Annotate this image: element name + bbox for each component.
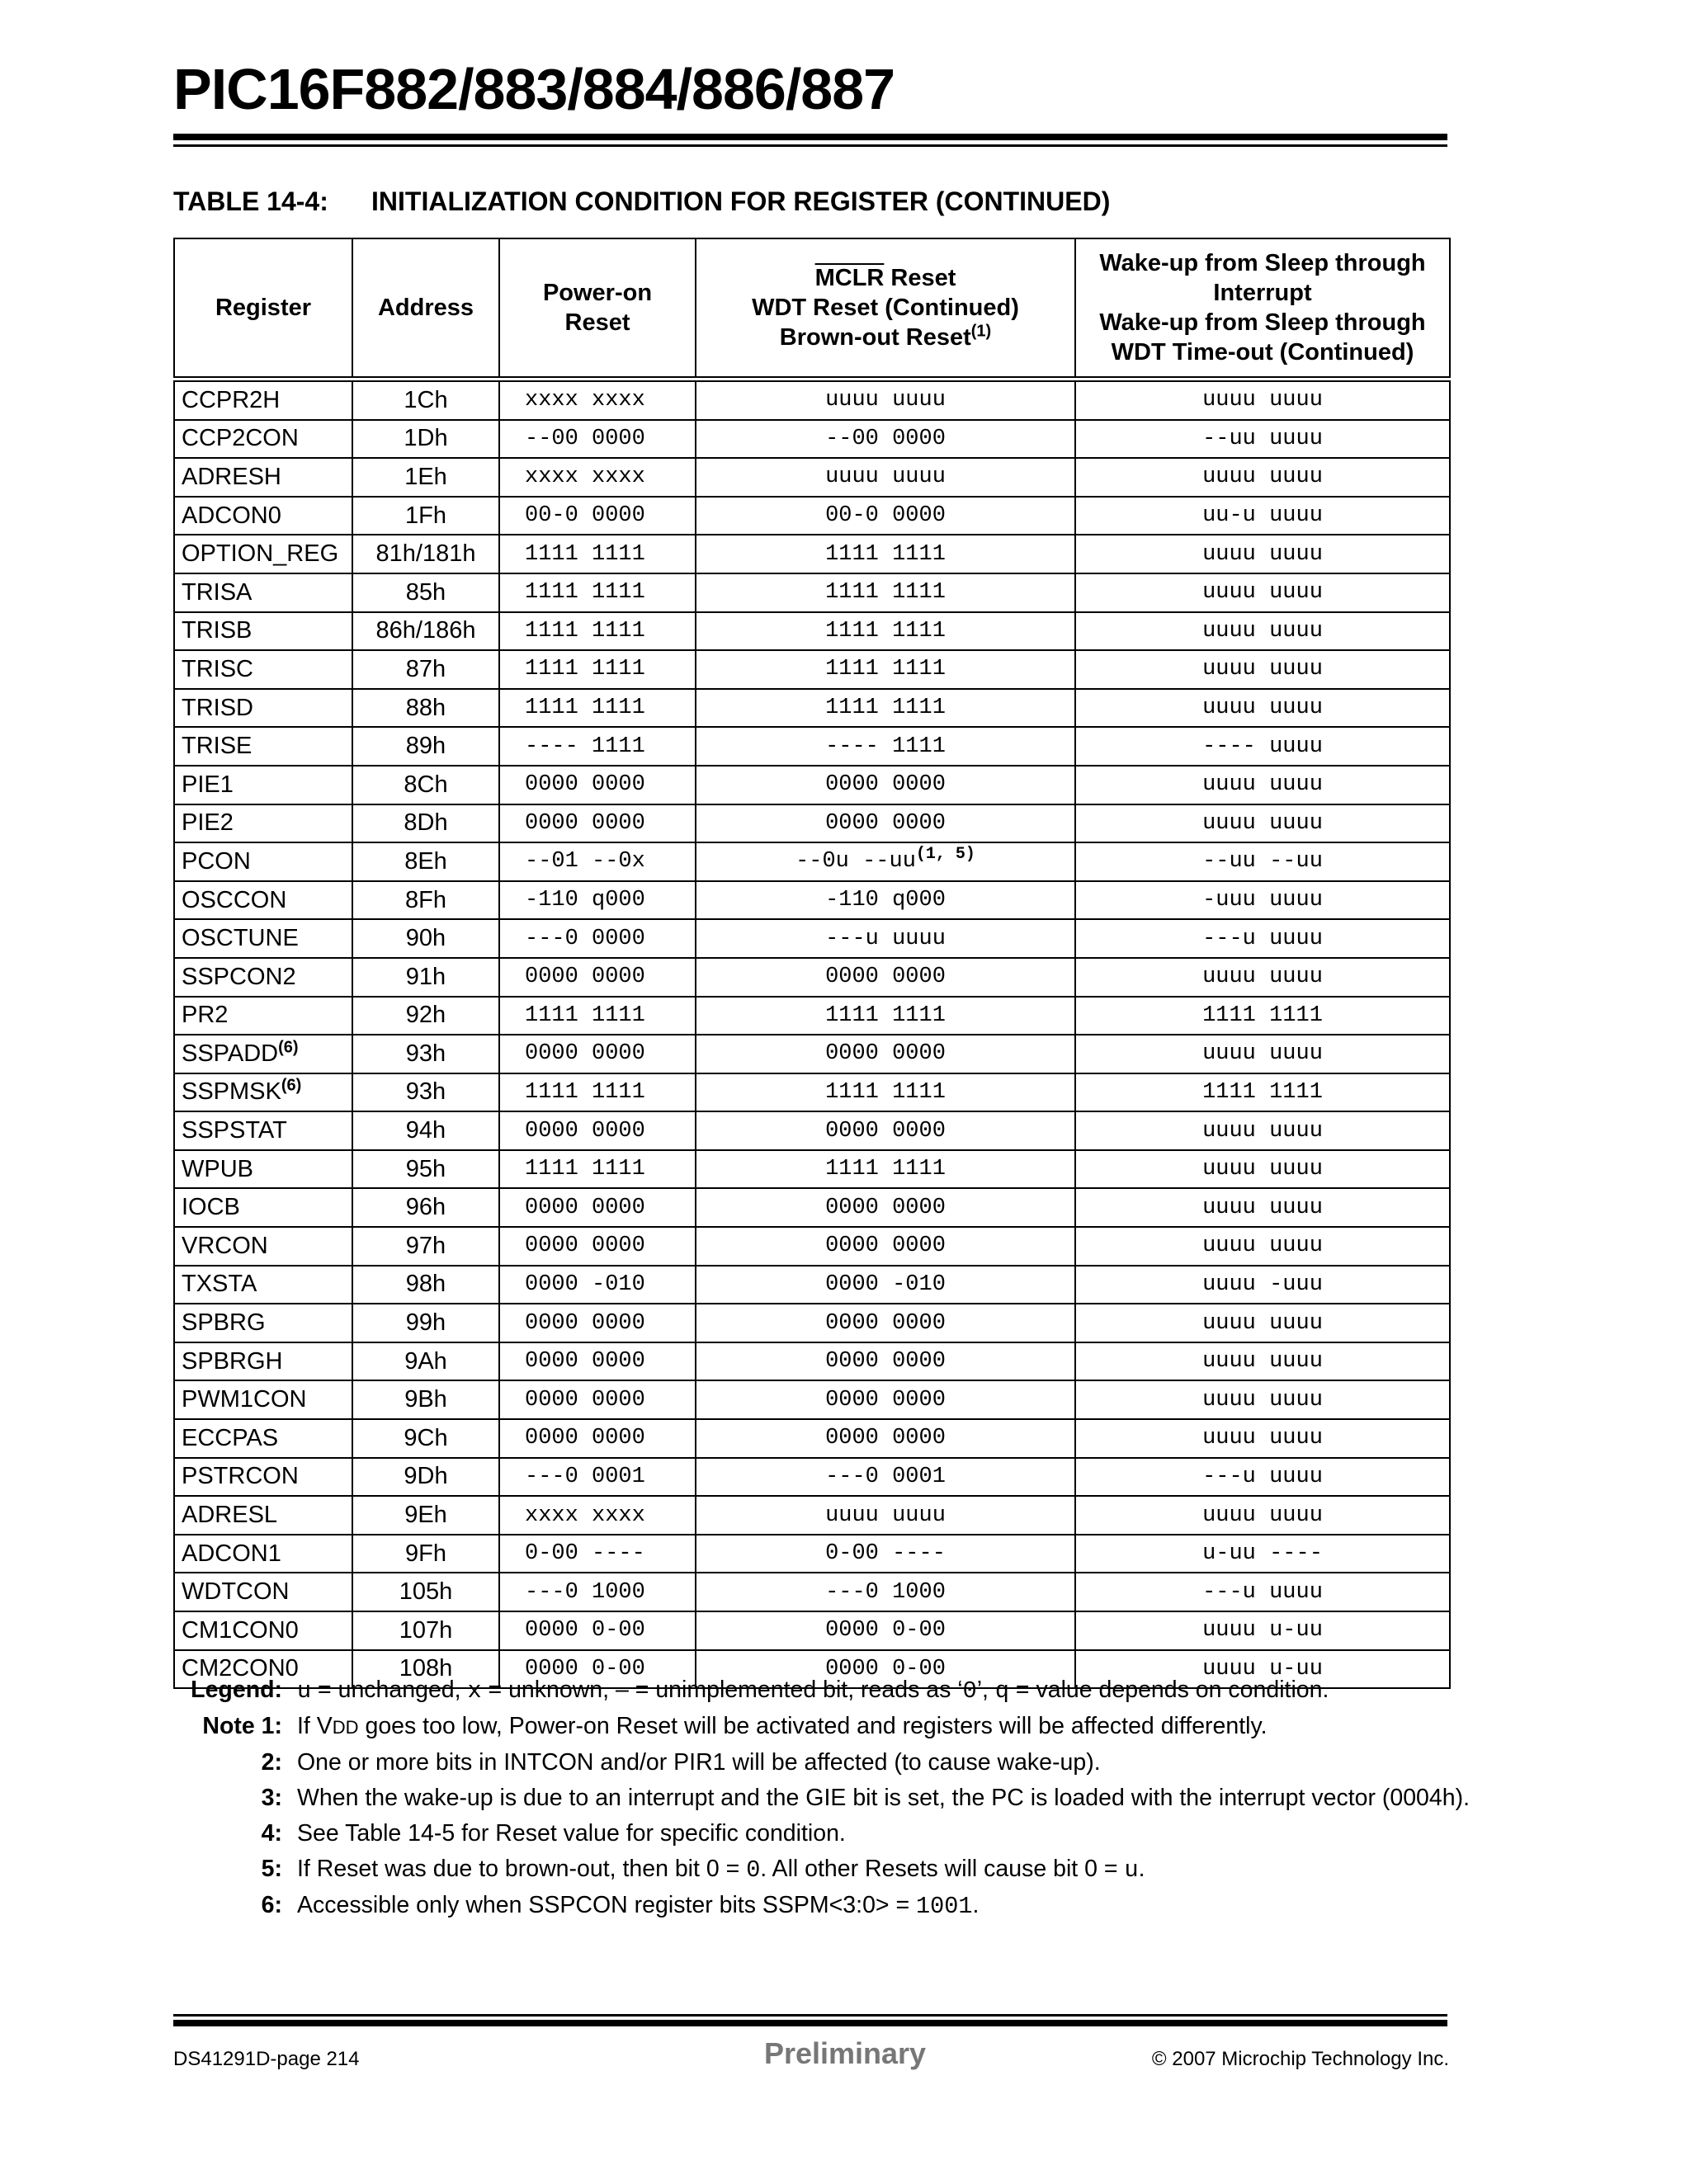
register-name: CM1CON0 (174, 1611, 352, 1650)
register-address: 99h (352, 1304, 499, 1342)
por-value: 0000 0000 (499, 1419, 696, 1458)
mclr-value: 0000 0-00 (696, 1650, 1075, 1689)
por-value: --01 --0x (499, 842, 696, 881)
mclr-value: 1111 1111 (696, 1073, 1075, 1112)
register-name: PSTRCON (174, 1458, 352, 1497)
table-row (174, 1573, 1450, 1611)
register-address: 81h/181h (352, 535, 499, 573)
header-por (499, 238, 696, 380)
register-address: 88h (352, 689, 499, 728)
mclr-value: 1111 1111 (696, 1150, 1075, 1189)
register-address: 107h (352, 1611, 499, 1650)
por-value: 0-00 ---- (499, 1535, 696, 1573)
register-address: 9Dh (352, 1458, 499, 1497)
wake-value: uuuu uuuu (1075, 689, 1450, 728)
table-row (174, 1150, 1450, 1189)
wake-value: ---u uuuu (1075, 919, 1450, 958)
por-value: 0000 0000 (499, 1380, 696, 1419)
por-value: xxxx xxxx (499, 380, 696, 420)
wake-value: u-uu ---- (1075, 1535, 1450, 1573)
mclr-value: 0000 0000 (696, 1380, 1075, 1419)
register-name: CM2CON0 (174, 1650, 352, 1689)
register-name: IOCB (174, 1188, 352, 1227)
table-row (174, 1419, 1450, 1458)
por-value: 1111 1111 (499, 650, 696, 689)
footer-page-id: DS41291D-page 214 (173, 2048, 360, 2070)
note-4: 4: See Table 14-5 for Reset value for specific condition. (261, 1820, 846, 1847)
wake-value: uuuu uuuu (1075, 958, 1450, 997)
table-row (174, 1227, 1450, 1266)
register-name: WDTCON (174, 1573, 352, 1611)
register-name: SPBRGH (174, 1342, 352, 1381)
table-row (174, 727, 1450, 766)
por-value: 0000 0000 (499, 958, 696, 997)
header-wake-line2: Interrupt (1213, 280, 1312, 306)
register-name: ECCPAS (174, 1419, 352, 1458)
table-row (174, 881, 1450, 920)
register-name: TRISA (174, 573, 352, 612)
legend-row (180, 1672, 1535, 1709)
wake-value: uuuu uuuu (1075, 1111, 1450, 1150)
wake-value: 1111 1111 (1075, 997, 1450, 1035)
table-row (174, 1188, 1450, 1227)
register-name: ADCON1 (174, 1535, 352, 1573)
wake-value: uuuu u-uu (1075, 1650, 1450, 1689)
table-row (174, 766, 1450, 804)
header-wake-line4: WDT Time-out (Continued) (1111, 339, 1414, 366)
register-name: CCP2CON (174, 420, 352, 459)
wake-value: uuuu uuuu (1075, 380, 1450, 420)
table-row (174, 420, 1450, 459)
table-row (174, 1458, 1450, 1497)
register-address: 9Fh (352, 1535, 499, 1573)
note-3: 3: When the wake-up is due to an interrupt and the GIE bit is set, the PC is loaded with the interrupt vector (0004h). (261, 1785, 1470, 1811)
register-address: 8Dh (352, 804, 499, 843)
wake-value: uuuu uuuu (1075, 1380, 1450, 1419)
header-mclr-suffix: Reset (884, 265, 956, 291)
wake-value: uuuu uuuu (1075, 458, 1450, 497)
por-value: xxxx xxxx (499, 1496, 696, 1535)
mclr-value: 1111 1111 (696, 612, 1075, 651)
footer-rule (173, 2020, 1447, 2026)
por-value: 0000 0000 (499, 1035, 696, 1073)
mclr-value: 0000 0000 (696, 1304, 1075, 1342)
register-name: CCPR2H (174, 380, 352, 420)
por-value: 1111 1111 (499, 573, 696, 612)
mclr-value: ---u uuuu (696, 919, 1075, 958)
por-value: 1111 1111 (499, 997, 696, 1035)
register-address: 9Eh (352, 1496, 499, 1535)
wake-value: ---u uuuu (1075, 1458, 1450, 1497)
mclr-value: 00-0 0000 (696, 497, 1075, 535)
table-row (174, 612, 1450, 651)
wake-value: uuuu uuuu (1075, 1496, 1450, 1535)
header-por-line2: Reset (564, 309, 630, 336)
table-row (174, 1535, 1450, 1573)
table-row (174, 458, 1450, 497)
mclr-value: uuuu uuuu (696, 380, 1075, 420)
wake-value: ---u uuuu (1075, 1573, 1450, 1611)
table-caption (173, 186, 1110, 217)
wake-value: uuuu uuuu (1075, 1188, 1450, 1227)
table-row (174, 535, 1450, 573)
header-wdt-reset: WDT Reset (Continued) (752, 295, 1019, 321)
header-wake-line1: Wake-up from Sleep through (1099, 250, 1426, 276)
wake-value: uuuu uuuu (1075, 612, 1450, 651)
header-mclr (696, 238, 1075, 380)
wake-value: --uu uuuu (1075, 420, 1450, 459)
wake-value: --uu --uu (1075, 842, 1450, 881)
wake-value: uuuu u-uu (1075, 1611, 1450, 1650)
wake-value: uuuu uuuu (1075, 804, 1450, 843)
register-name: PWM1CON (174, 1380, 352, 1419)
header-wake-line3: Wake-up from Sleep through (1099, 309, 1426, 336)
table-row (174, 689, 1450, 728)
mclr-value: uuuu uuuu (696, 1496, 1075, 1535)
register-name: TXSTA (174, 1266, 352, 1304)
register-name: ADCON0 (174, 497, 352, 535)
table-row (174, 650, 1450, 689)
register-address: 1Dh (352, 420, 499, 459)
mclr-value: 0000 0000 (696, 1188, 1075, 1227)
table-row (174, 380, 1450, 420)
wake-value: uuuu uuuu (1075, 1304, 1450, 1342)
mclr-value: 0000 0000 (696, 804, 1075, 843)
footer-status: Preliminary (763, 2036, 927, 2070)
table-row (174, 1611, 1450, 1650)
table-row (174, 958, 1450, 997)
register-address: 8Fh (352, 881, 499, 920)
table-row (174, 1111, 1450, 1150)
register-name: OPTION_REG (174, 535, 352, 573)
register-address: 92h (352, 997, 499, 1035)
note-2: 2: One or more bits in INTCON and/or PIR1 will be affected (to cause wake-up). (261, 1749, 1101, 1776)
table-row (174, 842, 1450, 881)
register-address: 9Ah (352, 1342, 499, 1381)
header-por-line1: Power-on (542, 280, 653, 306)
por-value: 0000 0000 (499, 1227, 696, 1266)
mclr-value: 0000 0000 (696, 1419, 1075, 1458)
register-address: 91h (352, 958, 499, 997)
wake-value: uuuu -uuu (1075, 1266, 1450, 1304)
note-6: 6: Accessible only when SSPCON register bits SSPM<3:0> = 1001. (261, 1892, 980, 1920)
register-address: 105h (352, 1573, 499, 1611)
por-value: 0000 -010 (499, 1266, 696, 1304)
register-address: 8Ch (352, 766, 499, 804)
header-register: Register (174, 238, 352, 380)
mclr-value: 1111 1111 (696, 650, 1075, 689)
por-value: 1111 1111 (499, 1150, 696, 1189)
register-address: 1Fh (352, 497, 499, 535)
por-value: ---0 0001 (499, 1458, 696, 1497)
por-value: 0000 0000 (499, 1342, 696, 1381)
mclr-value: 1111 1111 (696, 689, 1075, 728)
register-name: OSCCON (174, 881, 352, 920)
header-mclr-name: MCLR (814, 265, 885, 291)
mclr-value: ---0 1000 (696, 1573, 1075, 1611)
register-address: 9Bh (352, 1380, 499, 1419)
table-row (174, 497, 1450, 535)
register-name: TRISD (174, 689, 352, 728)
register-name: PR2 (174, 997, 352, 1035)
por-value: --00 0000 (499, 420, 696, 459)
register-address: 1Ch (352, 380, 499, 420)
table-row (174, 997, 1450, 1035)
por-value: 1111 1111 (499, 535, 696, 573)
table-header-row (174, 238, 1450, 380)
register-name: VRCON (174, 1227, 352, 1266)
mclr-value: 0000 0000 (696, 1111, 1075, 1150)
register-address: 97h (352, 1227, 499, 1266)
por-value: 1111 1111 (499, 1073, 696, 1112)
table-number: TABLE 14-4: (173, 186, 328, 216)
wake-value: uuuu uuuu (1075, 1035, 1450, 1073)
wake-value: uu-u uuuu (1075, 497, 1450, 535)
table-row (174, 1342, 1450, 1381)
por-value: 0000 0000 (499, 804, 696, 843)
register-name: ADRESH (174, 458, 352, 497)
por-value: ---0 1000 (499, 1573, 696, 1611)
mclr-value: ---0 0001 (696, 1458, 1075, 1497)
register-address: 93h (352, 1073, 499, 1112)
mclr-value: 0000 0000 (696, 1342, 1075, 1381)
table-row (174, 804, 1450, 843)
register-address: 98h (352, 1266, 499, 1304)
por-value: 0000 0000 (499, 1188, 696, 1227)
mclr-value: ---- 1111 (696, 727, 1075, 766)
table-row (174, 573, 1450, 612)
legend-label: Legend: (191, 1677, 282, 1703)
register-name: WPUB (174, 1150, 352, 1189)
wake-value: uuuu uuuu (1075, 1150, 1450, 1189)
register-address: 86h/186h (352, 612, 499, 651)
header-rule-thin (173, 144, 1447, 147)
register-name: SSPMSK$^{(6)}$ (174, 1073, 352, 1112)
mclr-value: 1111 1111 (696, 535, 1075, 573)
register-address: 93h (352, 1035, 499, 1073)
register-address: 95h (352, 1150, 499, 1189)
register-address: 90h (352, 919, 499, 958)
mclr-value: 1111 1111 (696, 997, 1075, 1035)
mclr-value: -110 q000 (696, 881, 1075, 920)
header-address: Address (352, 238, 499, 380)
por-value: 1111 1111 (499, 689, 696, 728)
wake-value: uuuu uuuu (1075, 1419, 1450, 1458)
mclr-value: 0000 -010 (696, 1266, 1075, 1304)
por-value: 1111 1111 (499, 612, 696, 651)
por-value: 0000 0-00 (499, 1650, 696, 1689)
wake-value: uuuu uuuu (1075, 1227, 1450, 1266)
notes-section (180, 1672, 1535, 1924)
table-row (174, 1496, 1450, 1535)
register-name: TRISC (174, 650, 352, 689)
por-value: ---0 0000 (499, 919, 696, 958)
note-5: 5: If Reset was due to brown-out, then bit 0 = 0. All other Resets will cause bit 0 = u. (261, 1856, 1145, 1884)
table-body (174, 380, 1450, 1689)
header-rule (173, 134, 1447, 140)
register-name: SSPADD$^{(6)}$ (174, 1035, 352, 1073)
wake-value: uuuu uuuu (1075, 573, 1450, 612)
register-address: 1Eh (352, 458, 499, 497)
register-address: 85h (352, 573, 499, 612)
register-name: PIE2 (174, 804, 352, 843)
por-value: 00-0 0000 (499, 497, 696, 535)
wake-value: uuuu uuuu (1075, 766, 1450, 804)
register-name: OSCTUNE (174, 919, 352, 958)
legend-text: u = unchanged, x = unknown, – = unimplemented bit, reads as ‘0’, q = value depends on condition. (297, 1677, 1329, 1705)
por-value: xxxx xxxx (499, 458, 696, 497)
register-name: SSPCON2 (174, 958, 352, 997)
table-row (174, 1073, 1450, 1112)
register-address: 94h (352, 1111, 499, 1150)
register-name: PCON (174, 842, 352, 881)
register-name: ADRESL (174, 1496, 352, 1535)
wake-value: uuuu uuuu (1075, 650, 1450, 689)
table-row (174, 1304, 1450, 1342)
mclr-value: 1111 1111 (696, 573, 1075, 612)
register-name: SPBRG (174, 1304, 352, 1342)
por-value: 0000 0-00 (499, 1611, 696, 1650)
footer-copyright: © 2007 Microchip Technology Inc. (1151, 2048, 1449, 2070)
table-title: INITIALIZATION CONDITION FOR REGISTER (CONTINUED) (371, 186, 1111, 216)
register-table (173, 238, 1451, 1689)
register-name: TRISB (174, 612, 352, 651)
table-row (174, 1266, 1450, 1304)
note-1: Note 1: If VDD goes too low, Power-on Reset will be activated and registers will be affected differently. (202, 1713, 1268, 1739)
register-name: SSPSTAT (174, 1111, 352, 1150)
register-name: TRISE (174, 727, 352, 766)
register-address: 87h (352, 650, 499, 689)
mclr-value: --0u --uu$^{(1, 5)}$ (696, 842, 1075, 881)
wake-value: uuuu uuuu (1075, 535, 1450, 573)
wake-value: -uuu uuuu (1075, 881, 1450, 920)
por-value: -110 q000 (499, 881, 696, 920)
header-wake (1075, 238, 1450, 380)
document-title: PIC16F882/883/884/886/887 (173, 57, 895, 121)
mclr-value: --00 0000 (696, 420, 1075, 459)
wake-value: 1111 1111 (1075, 1073, 1450, 1112)
register-address: 108h (352, 1650, 499, 1689)
register-address: 8Eh (352, 842, 499, 881)
wake-value: uuuu uuuu (1075, 1342, 1450, 1381)
mclr-value: 0000 0000 (696, 1227, 1075, 1266)
wake-value: ---- uuuu (1075, 727, 1450, 766)
footer-rule-thin (173, 2014, 1447, 2017)
table-row (174, 1380, 1450, 1419)
table-row (174, 919, 1450, 958)
mclr-value: 0000 0000 (696, 1035, 1075, 1073)
table-row (174, 1035, 1450, 1073)
mclr-value: 0000 0000 (696, 766, 1075, 804)
mclr-value: 0-00 ---- (696, 1535, 1075, 1573)
mclr-value: uuuu uuuu (696, 458, 1075, 497)
por-value: 0000 0000 (499, 766, 696, 804)
register-address: 9Ch (352, 1419, 499, 1458)
por-value: 0000 0000 (499, 1304, 696, 1342)
register-address: 96h (352, 1188, 499, 1227)
por-value: ---- 1111 (499, 727, 696, 766)
mclr-value: 0000 0-00 (696, 1611, 1075, 1650)
mclr-value: 0000 0000 (696, 958, 1075, 997)
header-bor-note: (1) (970, 322, 992, 341)
register-name: PIE1 (174, 766, 352, 804)
header-bor: Brown-out Reset (779, 324, 971, 351)
por-value: 0000 0000 (499, 1111, 696, 1150)
register-address: 89h (352, 727, 499, 766)
